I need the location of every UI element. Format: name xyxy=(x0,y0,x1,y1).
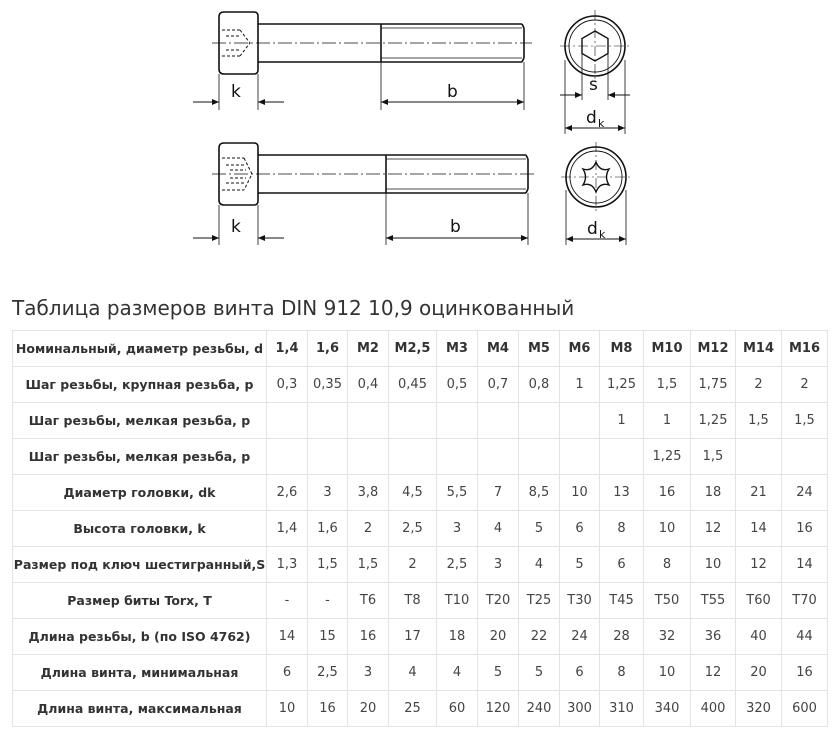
table-cell: 40 xyxy=(736,619,782,655)
dimension-b-top xyxy=(381,82,524,102)
column-header: M2 xyxy=(348,331,389,367)
table-cell: 18 xyxy=(691,475,736,511)
column-header: M2,5 xyxy=(389,331,437,367)
table-cell xyxy=(736,439,782,475)
table-cell: 3 xyxy=(348,655,389,691)
table-cell: 1 xyxy=(560,367,600,403)
table-cell: 5 xyxy=(519,511,560,547)
table-cell: 6 xyxy=(267,655,308,691)
table-cell: 0,45 xyxy=(389,367,437,403)
screw-side-view-torx xyxy=(212,143,536,245)
dimension-dk-top xyxy=(565,108,625,130)
table-cell: 8,5 xyxy=(519,475,560,511)
table-cell: - xyxy=(308,583,348,619)
table-cell: 1,5 xyxy=(308,547,348,583)
table-cell xyxy=(389,439,437,475)
table-cell: 25 xyxy=(389,691,437,727)
table-cell: 1,6 xyxy=(308,511,348,547)
table-cell: 1,75 xyxy=(691,367,736,403)
table-cell: 1,25 xyxy=(644,439,691,475)
table-cell: 10 xyxy=(267,691,308,727)
table-cell xyxy=(389,403,437,439)
table-cell: 28 xyxy=(600,619,644,655)
label-b-bottom: b xyxy=(450,217,461,237)
table-cell xyxy=(600,439,644,475)
table-row xyxy=(13,583,828,619)
table-cell: 2,6 xyxy=(267,475,308,511)
technical-drawing xyxy=(0,0,836,290)
table-cell: 12 xyxy=(691,511,736,547)
header-label: Номинальный, диаметр резьбы, d xyxy=(13,331,267,367)
table-cell: 3 xyxy=(437,511,478,547)
column-header: M8 xyxy=(600,331,644,367)
column-header: M6 xyxy=(560,331,600,367)
table-cell: 1,4 xyxy=(267,511,308,547)
table-cell: 0,3 xyxy=(267,367,308,403)
screw-side-view-hex xyxy=(212,12,532,110)
table-cell: 310 xyxy=(600,691,644,727)
table-cell: 0,8 xyxy=(519,367,560,403)
label-b-top: b xyxy=(447,82,458,102)
table-cell xyxy=(519,439,560,475)
table-cell: 12 xyxy=(691,655,736,691)
table-cell: 36 xyxy=(691,619,736,655)
table-cell: T25 xyxy=(519,583,560,619)
table-cell: 2 xyxy=(348,511,389,547)
table-cell: 2,5 xyxy=(437,547,478,583)
table-cell xyxy=(519,403,560,439)
table-cell: 15 xyxy=(308,619,348,655)
table-cell: 5 xyxy=(560,547,600,583)
table-cell: T6 xyxy=(348,583,389,619)
table-body xyxy=(13,367,828,727)
table-cell: T30 xyxy=(560,583,600,619)
table-cell: 17 xyxy=(389,619,437,655)
table-cell: 1,3 xyxy=(267,547,308,583)
table-cell: 5,5 xyxy=(437,475,478,511)
table-cell: 10 xyxy=(691,547,736,583)
table-cell: 7 xyxy=(478,475,519,511)
dimension-b-bottom xyxy=(386,217,528,238)
table-cell: 16 xyxy=(782,655,828,691)
table-cell: 2 xyxy=(736,367,782,403)
table-cell: T60 xyxy=(736,583,782,619)
row-label: Шаг резьбы, мелкая резьба, p xyxy=(13,439,267,475)
table-row xyxy=(13,691,828,727)
column-header: M4 xyxy=(478,331,519,367)
table-cell: 1,5 xyxy=(691,439,736,475)
label-dk-sub-bottom: k xyxy=(599,228,606,241)
row-label: Шаг резьбы, крупная резьба, p xyxy=(13,367,267,403)
column-header: 1,4 xyxy=(267,331,308,367)
table-cell: 6 xyxy=(600,547,644,583)
table-cell: 10 xyxy=(644,511,691,547)
table-cell xyxy=(560,403,600,439)
table-cell: 13 xyxy=(600,475,644,511)
label-dk-sub-top: k xyxy=(598,117,605,130)
table-cell xyxy=(437,403,478,439)
table-cell: 400 xyxy=(691,691,736,727)
column-header: M5 xyxy=(519,331,560,367)
table-cell: 21 xyxy=(736,475,782,511)
table-cell: 0,35 xyxy=(308,367,348,403)
row-label: Длина винта, минимальная xyxy=(13,655,267,691)
table-cell: 340 xyxy=(644,691,691,727)
page-title: Таблица размеров винта DIN 912 10,9 оцинкованный xyxy=(12,296,575,320)
column-header: M12 xyxy=(691,331,736,367)
table-cell: 10 xyxy=(644,655,691,691)
table-cell xyxy=(478,403,519,439)
table-cell: 20 xyxy=(348,691,389,727)
table-cell: 44 xyxy=(782,619,828,655)
table-cell xyxy=(560,439,600,475)
table-row xyxy=(13,367,828,403)
table-cell: 600 xyxy=(782,691,828,727)
table-cell: 1 xyxy=(600,403,644,439)
table-cell: 3 xyxy=(308,475,348,511)
table-cell: 16 xyxy=(644,475,691,511)
table-cell: 2,5 xyxy=(389,511,437,547)
table-cell: T8 xyxy=(389,583,437,619)
table-cell: 8 xyxy=(644,547,691,583)
table-cell: 300 xyxy=(560,691,600,727)
label-dk-top: d xyxy=(586,108,597,128)
table-cell: - xyxy=(267,583,308,619)
table-cell: 16 xyxy=(308,691,348,727)
table-cell: 1,5 xyxy=(348,547,389,583)
table-cell xyxy=(437,439,478,475)
dimension-s xyxy=(560,75,630,95)
table-cell: 20 xyxy=(478,619,519,655)
table-cell: 1,25 xyxy=(600,367,644,403)
row-label: Диаметр головки, dk xyxy=(13,475,267,511)
table-cell xyxy=(267,439,308,475)
table-cell: 4 xyxy=(437,655,478,691)
table-cell: 10 xyxy=(560,475,600,511)
column-header: M14 xyxy=(736,331,782,367)
table-cell: T70 xyxy=(782,583,828,619)
dimension-dk-bottom xyxy=(566,219,626,241)
table-cell: 8 xyxy=(600,511,644,547)
row-label: Размер под ключ шестигранный,S xyxy=(13,547,267,583)
table-cell: 20 xyxy=(736,655,782,691)
table-cell: 0,5 xyxy=(437,367,478,403)
column-header: M10 xyxy=(644,331,691,367)
row-label: Длина винта, максимальная xyxy=(13,691,267,727)
table-cell xyxy=(308,403,348,439)
table-cell: 14 xyxy=(736,511,782,547)
column-header: 1,6 xyxy=(308,331,348,367)
table-cell xyxy=(348,403,389,439)
table-cell: 1,5 xyxy=(736,403,782,439)
table-cell: T50 xyxy=(644,583,691,619)
table-cell: 14 xyxy=(782,547,828,583)
table-cell: 8 xyxy=(600,655,644,691)
table-cell: 14 xyxy=(267,619,308,655)
table-cell: T10 xyxy=(437,583,478,619)
row-label: Высота головки, k xyxy=(13,511,267,547)
column-header: M16 xyxy=(782,331,828,367)
row-label: Длина резьбы, b (по ISO 4762) xyxy=(13,619,267,655)
table-row xyxy=(13,439,828,475)
table-cell: 1,5 xyxy=(782,403,828,439)
label-s: s xyxy=(589,75,598,95)
table-header-row xyxy=(13,331,828,367)
table-cell: 320 xyxy=(736,691,782,727)
label-k-top: k xyxy=(231,82,241,102)
dimension-k-bottom xyxy=(193,217,284,238)
table-cell: 2 xyxy=(782,367,828,403)
table-cell: 24 xyxy=(782,475,828,511)
table-cell xyxy=(308,439,348,475)
table-cell: 4 xyxy=(389,655,437,691)
table-cell: 4 xyxy=(478,511,519,547)
table-cell: T55 xyxy=(691,583,736,619)
dimension-k-top xyxy=(193,82,284,102)
table-cell xyxy=(348,439,389,475)
table-cell: 2 xyxy=(389,547,437,583)
table-cell: 1 xyxy=(644,403,691,439)
table-cell: 120 xyxy=(478,691,519,727)
table-cell: 60 xyxy=(437,691,478,727)
table-row xyxy=(13,511,828,547)
column-header: M3 xyxy=(437,331,478,367)
table-cell: 4 xyxy=(519,547,560,583)
table-cell: 0,7 xyxy=(478,367,519,403)
label-k-bottom: k xyxy=(231,217,241,237)
table-row xyxy=(13,619,828,655)
table-cell: T20 xyxy=(478,583,519,619)
row-label: Шаг резьбы, мелкая резьба, p xyxy=(13,403,267,439)
label-dk-bottom: d xyxy=(587,219,598,239)
table-cell: T45 xyxy=(600,583,644,619)
table-cell: 3,8 xyxy=(348,475,389,511)
table-cell xyxy=(267,403,308,439)
table-cell xyxy=(782,439,828,475)
row-label: Размер биты Torx, T xyxy=(13,583,267,619)
table-row xyxy=(13,475,828,511)
table-cell: 3 xyxy=(478,547,519,583)
table-cell: 240 xyxy=(519,691,560,727)
table-cell: 6 xyxy=(560,655,600,691)
table-cell: 1,5 xyxy=(644,367,691,403)
table-cell: 24 xyxy=(560,619,600,655)
table-cell: 32 xyxy=(644,619,691,655)
table-row xyxy=(13,403,828,439)
table-cell: 22 xyxy=(519,619,560,655)
table-cell: 6 xyxy=(560,511,600,547)
table-row xyxy=(13,655,828,691)
table-cell: 12 xyxy=(736,547,782,583)
table-cell xyxy=(478,439,519,475)
table-cell: 18 xyxy=(437,619,478,655)
table-cell: 16 xyxy=(348,619,389,655)
table-cell: 4,5 xyxy=(389,475,437,511)
table-cell: 5 xyxy=(478,655,519,691)
table-cell: 16 xyxy=(782,511,828,547)
table-cell: 1,25 xyxy=(691,403,736,439)
dimensions-table xyxy=(12,330,828,727)
table-cell: 5 xyxy=(519,655,560,691)
table-row xyxy=(13,547,828,583)
table-cell: 2,5 xyxy=(308,655,348,691)
table-cell: 0,4 xyxy=(348,367,389,403)
